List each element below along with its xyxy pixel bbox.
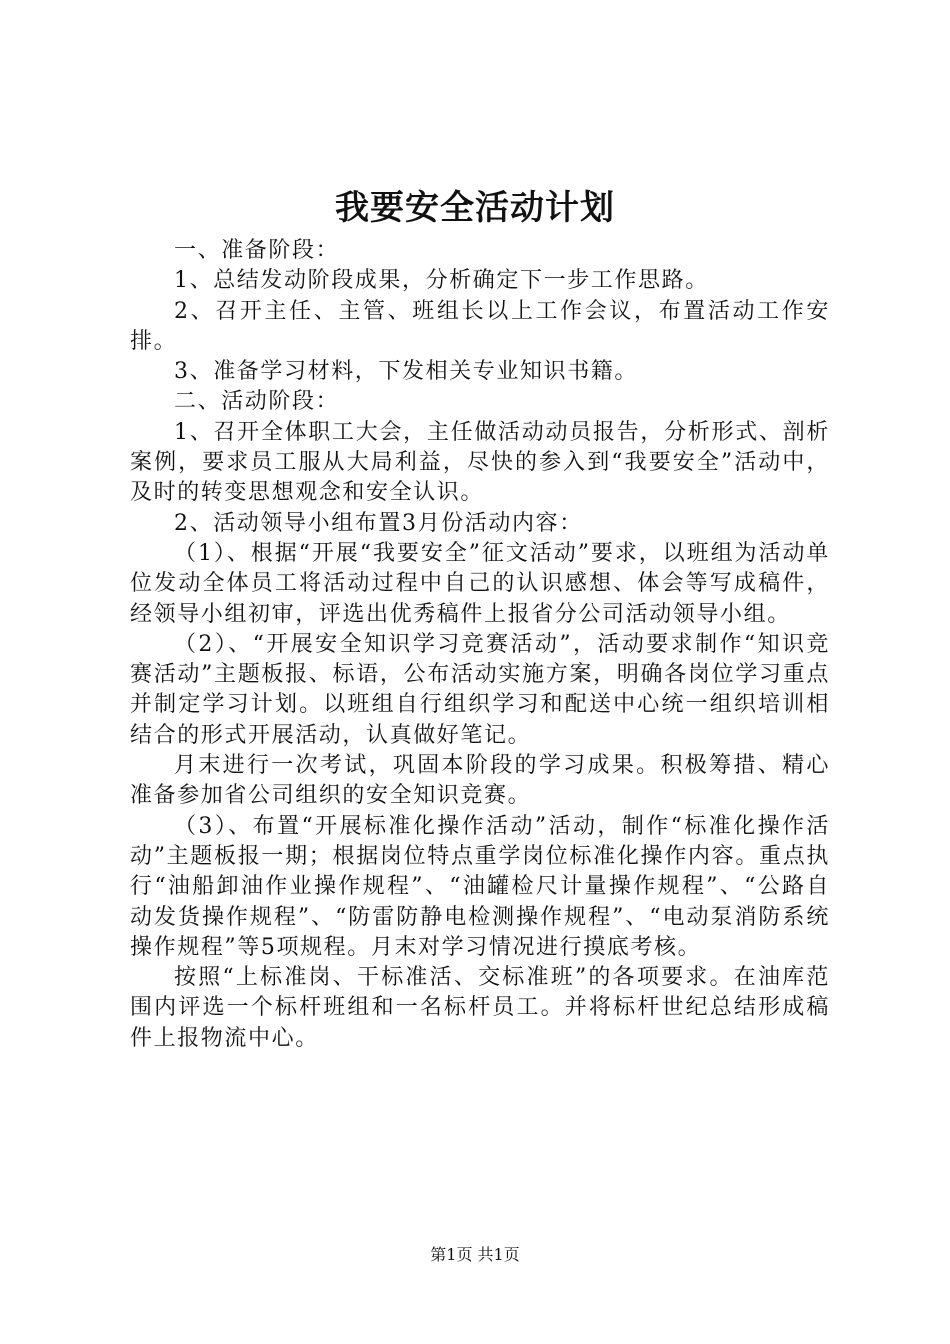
paragraph-item-2: （2）、“开展安全知识学习竞赛活动”，活动要求制作“知识竞赛活动”主题板报、标语，公布活动实施方案，明确各岗位学习重点并制定学习计划。以班组自行组织学习和配送中心统一组织培训相结合的形式开展活动，认真做好笔记。 xyxy=(130,631,830,748)
paragraph-prep-heading: 一、准备阶段： xyxy=(174,238,340,263)
paragraph-prep-1: 1、总结发动阶段成果，分析确定下一步工作思路。 xyxy=(174,268,709,294)
paragraph-prep-2: 2、召开主任、主管、班组长以上工作会议，布置活动工作安排。 xyxy=(130,298,830,354)
document-title: 我要安全活动计划 xyxy=(335,188,615,228)
paragraph-activity-2: 2、活动领导小组布置3月份活动内容： xyxy=(174,510,583,536)
page-footer: 第1页 共1页 xyxy=(430,1245,520,1264)
paragraph-activity-heading: 二、活动阶段： xyxy=(174,389,340,415)
paragraph-prep-3: 3、准备学习材料，下发相关专业知识书籍。 xyxy=(174,359,638,385)
paragraph-month-end: 月末进行一次考试，巩固本阶段的学习成果。积极筹措、精心准备参加省公司组织的安全知识竞赛。 xyxy=(130,753,830,809)
document-body xyxy=(130,236,830,1054)
paragraph-item-3: （3）、布置“开展标准化操作活动”活动，制作“标准化操作活动”主题板报一期；根据岗位特点重学岗位标准化操作内容。重点执行“油船卸油作业操作规程”、“油罐检尺计量操作规程”、“公路自动发货操作规程”、“防雷防静电检测操作规程”、“电动泵消防系统操作规程”等5项规程。月末对学习情况进行摸底考核。 xyxy=(130,813,830,960)
paragraph-standards: 按照“上标准岗、干标准活、交标准班”的各项要求。在油库范围内评选一个标杆班组和一名标杆员工。并将标杆世纪总结形成稿件上报物流中心。 xyxy=(130,965,830,1051)
paragraph-activity-1: 1、召开全体职工大会，主任做活动动员报告，分析形式、剖析案例，要求员工服从大局利益，尽快的参入到“我要安全”活动中，及时的转变思想观念和安全认识。 xyxy=(130,419,830,506)
paragraph-item-1: （1）、根据“开展“我要安全”征文活动”要求，以班组为活动单位发动全体员工将活动过程中自己的认识感想、体会等写成稿件，经领导小组初审，评选出优秀稿件上报省分公司活动领导小组。 xyxy=(130,540,830,627)
